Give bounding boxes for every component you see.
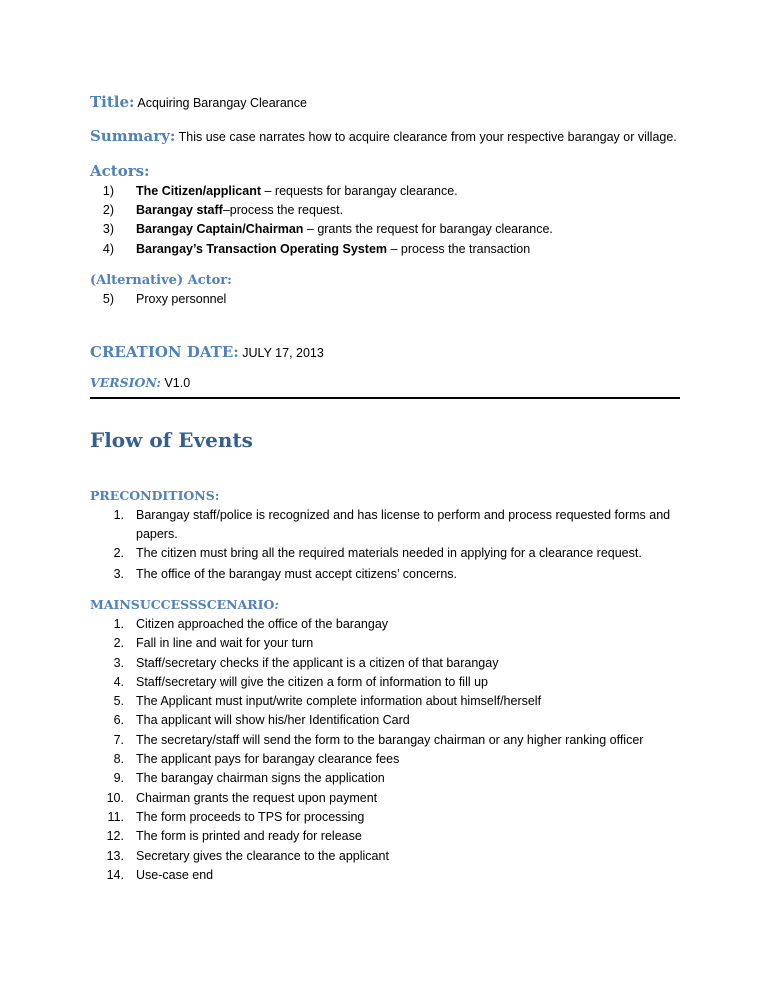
main-success-scenario-label: MAINSUCCESSSCENARIO bbox=[90, 597, 275, 612]
actor-number: 4) bbox=[102, 242, 114, 256]
step-number: 2. bbox=[113, 636, 124, 650]
title-value: Acquiring Barangay Clearance bbox=[137, 96, 307, 110]
actor-role: –process the request. bbox=[222, 203, 344, 217]
step-text: The form proceeds to TPS for processing bbox=[136, 810, 365, 824]
step-text: Secretary gives the clearance to the applicant bbox=[136, 849, 389, 863]
step-number: 1. bbox=[113, 617, 124, 631]
version-label: VERSION: bbox=[90, 375, 161, 390]
precondition-text: The office of the barangay must accept citizens’ concerns. bbox=[136, 567, 458, 581]
summary-label: Summary: bbox=[90, 127, 176, 145]
step-number: 5. bbox=[113, 694, 124, 708]
precondition-number: 2. bbox=[113, 546, 124, 560]
title-line bbox=[90, 94, 307, 111]
step-number: 12. bbox=[106, 829, 124, 843]
precondition-text-cont: papers. bbox=[136, 527, 178, 541]
step-number: 13. bbox=[106, 849, 124, 863]
actor-name: Barangay staff bbox=[136, 203, 223, 217]
actor-name: Barangay’s Transaction Operating System bbox=[136, 242, 388, 256]
actor-role: – grants the request for barangay clearance. bbox=[303, 222, 553, 236]
precondition-text: The citizen must bring all the required materials needed in applying for a clearance request. bbox=[136, 546, 642, 560]
step-number: 11. bbox=[107, 810, 124, 824]
section-divider bbox=[90, 397, 680, 399]
step-number: 8. bbox=[113, 752, 124, 766]
actor-name: Barangay Captain/Chairman bbox=[136, 222, 304, 236]
step-text: The secretary/staff will send the form to the barangay chairman or any higher ranking officer bbox=[136, 733, 644, 747]
actor-number: 1) bbox=[102, 184, 114, 198]
version-line bbox=[90, 375, 190, 391]
step-number: 4. bbox=[113, 675, 124, 689]
step-number: 9. bbox=[113, 771, 124, 785]
step-text: The applicant pays for barangay clearance fees bbox=[136, 752, 400, 766]
step-text: Citizen approached the office of the barangay bbox=[136, 617, 389, 631]
step-number: 3. bbox=[113, 656, 124, 670]
actor-role: – requests for barangay clearance. bbox=[261, 184, 458, 198]
summary-line bbox=[90, 128, 677, 145]
step-number: 10. bbox=[106, 791, 124, 805]
version-value: V1.0 bbox=[164, 376, 191, 390]
creation-date-label: CREATION DATE: bbox=[90, 343, 239, 361]
creation-date-line bbox=[90, 344, 324, 361]
actor-number: 3) bbox=[102, 222, 114, 236]
actor-number: 5) bbox=[102, 292, 114, 306]
step-number: 6. bbox=[113, 713, 124, 727]
step-text: The barangay chairman signs the application bbox=[136, 771, 385, 785]
precondition-text: Barangay staff/police is recognized and has license to perform and process requested forms and bbox=[136, 508, 671, 522]
actor-role: – process the transaction bbox=[387, 242, 531, 256]
actor-number: 2) bbox=[102, 203, 114, 217]
step-number: 7. bbox=[113, 733, 124, 747]
main-success-scenario-colon: : bbox=[274, 597, 280, 612]
creation-date-value: JULY 17, 2013 bbox=[242, 346, 324, 360]
step-text: Staff/secretary checks if the applicant is a citizen of that barangay bbox=[136, 656, 499, 670]
actors-heading: Actors: bbox=[90, 162, 150, 180]
actor-name: Proxy personnel bbox=[136, 292, 227, 306]
step-text: The form is printed and ready for release bbox=[136, 829, 362, 843]
title-label: Title: bbox=[90, 93, 135, 111]
step-text: Use-case end bbox=[136, 868, 214, 882]
flow-of-events-heading: Flow of Events bbox=[90, 428, 253, 452]
actor-name: The Citizen/applicant bbox=[136, 184, 262, 198]
summary-value: This use case narrates how to acquire clearance from your respective barangay or village. bbox=[178, 130, 677, 144]
precondition-number: 1. bbox=[113, 508, 124, 522]
main-success-scenario-heading bbox=[90, 597, 279, 612]
preconditions-heading: PRECONDITIONS: bbox=[90, 488, 220, 503]
step-text: Tha applicant will show his/her Identification Card bbox=[136, 713, 410, 727]
step-text: Staff/secretary will give the citizen a form of information to fill up bbox=[136, 675, 489, 689]
step-number: 14. bbox=[106, 868, 124, 882]
precondition-number: 3. bbox=[113, 567, 124, 581]
alternative-actor-heading: (Alternative) Actor: bbox=[90, 273, 232, 288]
step-text: Chairman grants the request upon payment bbox=[136, 791, 378, 805]
step-text: The Applicant must input/write complete information about himself/herself bbox=[136, 694, 542, 708]
step-text: Fall in line and wait for your turn bbox=[136, 636, 314, 650]
